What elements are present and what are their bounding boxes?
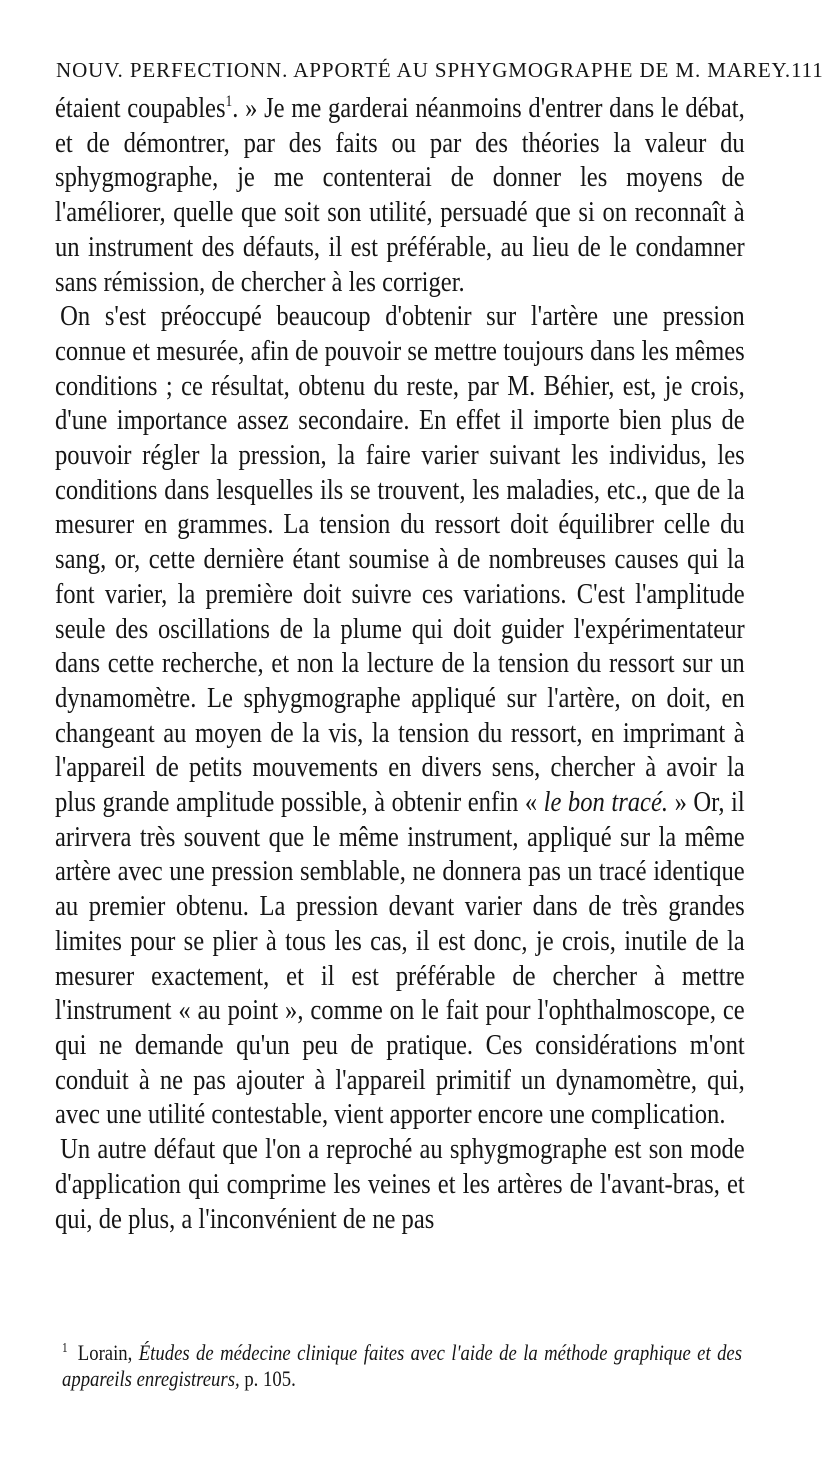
body-text (55, 92, 745, 1237)
footnote-number: 1 (62, 1340, 68, 1355)
paragraph-2: On s'est préoccupé beaucoup d'obtenir sur l'artère une pression connue et mesurée, afin de pouvoir se mettre toujours dans les mêmes conditions ; ce résultat, obtenu du reste, par M. Béhier, est, je crois, d'une importance assez secondaire. En effet il importe bien plus de pouvoir régler la pression, la faire varier suivant les individus, les conditions dans lesquelles ils se trouvent, les maladies, etc., que de la mesurer en grammes. La tension du ressort doit équilibrer celle du sang, or, cette dernière étant soumise à de nombreuses causes qui la font varier, la première doit suivre ces variations. C'est l'amplitude seule des oscillations de la plume qui doit guider l'expérimentateur dans cette recherche, et non la lecture de la tension du ressort sur un dynamomètre. Le sphygmographe appliqué sur l'artère, on doit, en changeant au moyen de la vis, la tension du ressort, en imprimant à l'appareil de petits mouvements en divers sens, chercher à avoir la plus grande amplitude possible, à obtenir enfin « le bon tracé. » Or, il arirvera très souvent que le même instrument, appliqué sur la même artère avec une pression semblable, ne donnera pas un tracé identique au premier obtenu. La pression devant varier dans de très grandes limites pour se plier à tous les cas, il est donc, je crois, inutile de la mesurer exactement, et il est préférable de chercher à mettre l'instrument « au point », comme on le fait pour l'ophthalmoscope, ce qui ne demande qu'un peu de pratique. Ces considérations m'ont conduit à ne pas ajouter à l'appareil primitif un dynamomètre, qui, avec une utilité contestable, vient apporter encore une complication. (55, 301, 745, 1131)
running-title: NOUV. PERFECTIONN. APPORTÉ AU SPHYGMOGRAPHE DE M. MAREY. (56, 58, 792, 82)
footnote-title: Études de médecine clinique faites avec l'aide de la méthode graphique et des appareils enregistreurs, (62, 1339, 743, 1391)
paragraph-3: Un autre défaut que l'on a reproché au sphygmographe est son mode d'application qui comprime les veines et les artères de l'avant-bras, et qui, de plus, a l'inconvénient de ne pas (55, 1134, 745, 1235)
running-header (56, 58, 824, 83)
footnote-author: Lorain, (77, 1339, 133, 1365)
italic-phrase: le bon tracé. (543, 787, 669, 819)
page-number: 111 (791, 58, 824, 82)
footnote-reference[interactable]: 1 (225, 93, 233, 110)
footnote (62, 1335, 742, 1392)
paragraph-1: étaient coupables$^1$. » Je me garderai néanmoins d'entrer dans le débat, et de démontrer, par des faits ou par des théories la valeur du sphygmographe, je me contenterai de donner les moyens de l'améliorer, quelle que soit son utilité, persuadé que si on reconnaît à un instrument des défauts, il est préférable, au lieu de le condamner sans rémission, de chercher à les corriger. (55, 93, 745, 298)
footnote-page-ref: p. 105. (244, 1365, 296, 1391)
